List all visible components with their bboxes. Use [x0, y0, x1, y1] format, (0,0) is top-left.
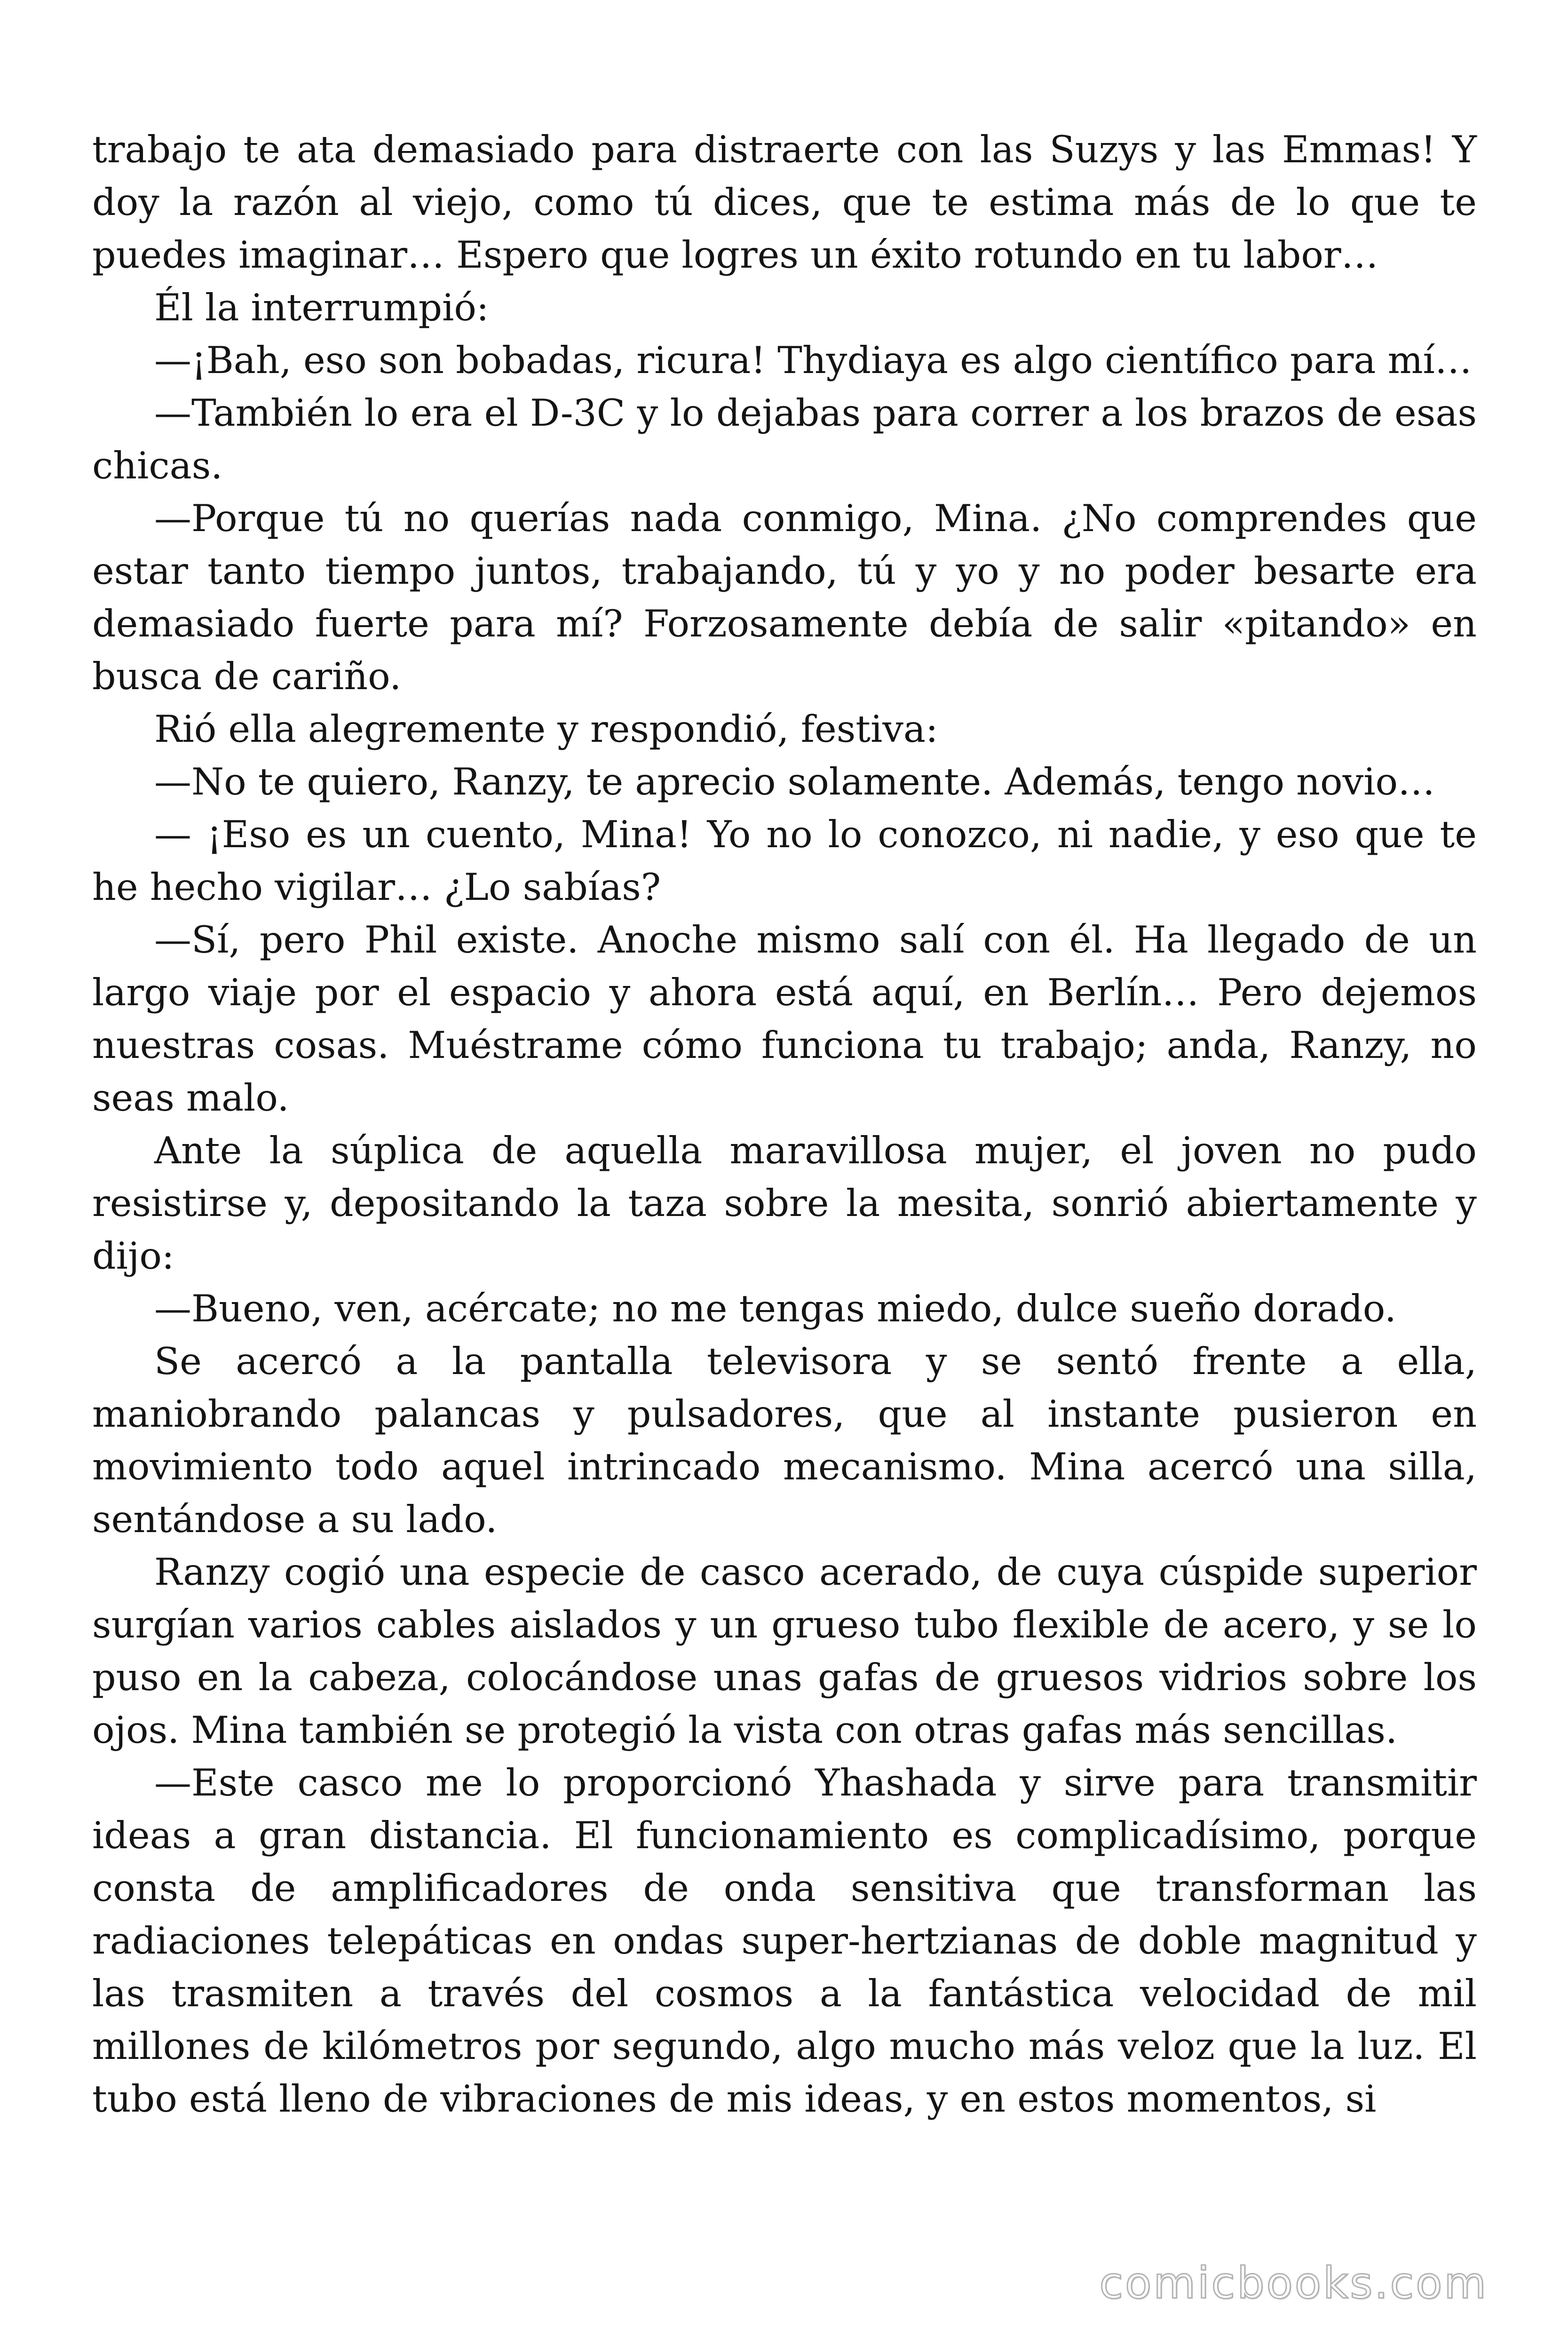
dialogue-paragraph: —Sí, pero Phil existe. Anoche mismo salí con él. Ha llegado de un largo viaje por el espacio y ahora está aquí, en Berlín… Pero dejemos nuestras cosas. Muéstrame cómo funciona tu trabajo; anda, Ranzy, no seas malo. [92, 918, 1477, 1120]
paragraph: Rió ella alegremente y respondió, festiva: [154, 707, 938, 751]
dialogue-paragraph: —Este casco me lo proporcionó Yhashada y sirve para transmitir ideas a gran distancia. El funcionamiento es complicadísimo, porque consta de amplificadores de onda sensitiva que transforman las radiaciones telepáticas en ondas super-hertzianas de doble magnitud y las trasmiten a través del cosmos a la fantástica velocidad de mil millones de kilómetros por segundo, algo mucho más veloz que la luz. El tubo está lleno de vibraciones de mis ideas, y en estos momentos, si [92, 1761, 1477, 2121]
body-text [92, 123, 1477, 2125]
paragraph: Ante la súplica de aquella maravillosa mujer, el joven no pudo resistirse y, depositando la taza sobre la mesita, sonrió abiertamente y dijo: [92, 1129, 1477, 1278]
dialogue-paragraph: —Bueno, ven, acércate; no me tengas miedo, dulce sueño dorado. [154, 1287, 1396, 1330]
dialogue-paragraph: —¡Bah, eso son bobadas, ricura! Thydiaya es algo científico para mí… [154, 339, 1472, 382]
watermark-logo: comicbooks.com [1099, 2258, 1488, 2308]
paragraph-continuation: trabajo te ata demasiado para distraerte con las Suzys y las Emmas! Y doy la razón al viejo, como tú dices, que te estima más de lo que te puedes imaginar… Espero que logres un éxito rotundo en tu labor… [92, 128, 1477, 277]
dialogue-paragraph: —Porque tú no querías nada conmigo, Mina. ¿No comprendes que estar tanto tiempo juntos, trabajando, tú y yo y no poder besarte era demasiado fuerte para mí? Forzosamente debía de salir «pitando» en busca de cariño. [92, 497, 1477, 698]
dialogue-paragraph: —No te quiero, Ranzy, te aprecio solamente. Además, tengo novio… [154, 760, 1435, 803]
dialogue-paragraph: — ¡Eso es un cuento, Mina! Yo no lo conozco, ni nadie, y eso que te he hecho vigilar… ¿Lo sabías? [92, 813, 1477, 909]
paragraph: Él la interrumpió: [154, 286, 489, 329]
dialogue-paragraph: —También lo era el D-3C y lo dejabas para correr a los brazos de esas chicas. [92, 391, 1477, 487]
paragraph: Ranzy cogió una especie de casco acerado, de cuya cúspide superior surgían varios cables aislados y un grueso tubo flexible de acero, y se lo puso en la cabeza, colocándose unas gafas de gruesos vidrios sobre los ojos. Mina también se protegió la vista con otras gafas más sencillas. [92, 1550, 1477, 1752]
paragraph: Se acercó a la pantalla televisora y se sentó frente a ella, maniobrando palancas y pulsadores, que al instante pusieron en movimiento todo aquel intrincado mecanismo. Mina acercó una silla, sentándose a su lado. [92, 1340, 1477, 1541]
